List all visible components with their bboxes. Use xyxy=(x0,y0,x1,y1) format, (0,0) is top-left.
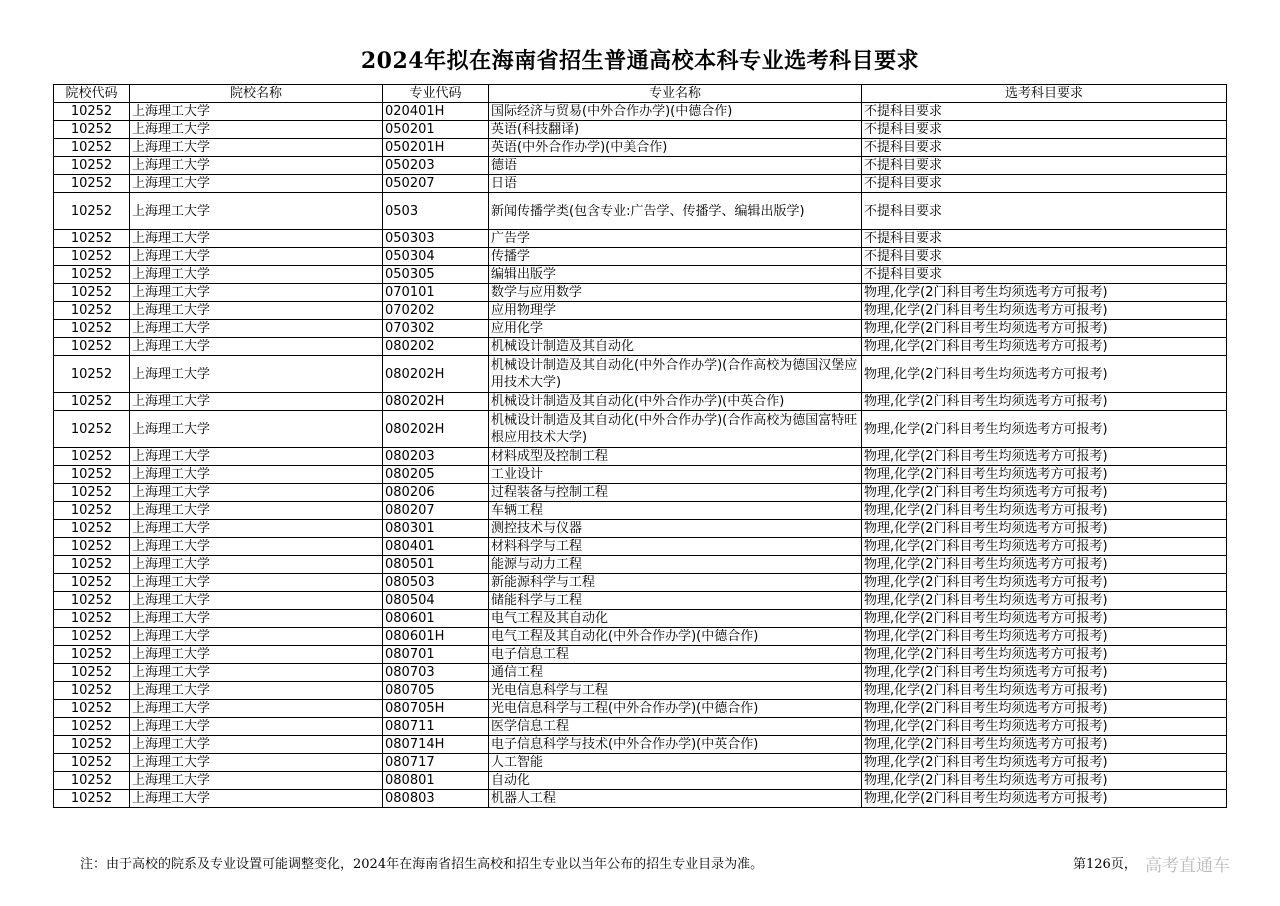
cell-major-name: 医学信息工程 xyxy=(489,718,862,736)
cell-requirement: 物理,化学(2门科目考生均须选考方可报考) xyxy=(862,736,1227,754)
cell-major-name: 过程装备与控制工程 xyxy=(489,484,862,502)
cell-school-name: 上海理工大学 xyxy=(130,356,383,393)
cell-major-name: 人工智能 xyxy=(489,754,862,772)
table-row xyxy=(54,320,1227,338)
cell-major-name: 数学与应用数学 xyxy=(489,284,862,302)
cell-school-code: 10252 xyxy=(54,556,130,574)
cell-school-code: 10252 xyxy=(54,320,130,338)
cell-requirement: 物理,化学(2门科目考生均须选考方可报考) xyxy=(862,338,1227,356)
cell-major-name: 电气工程及其自动化 xyxy=(489,610,862,628)
table-row xyxy=(54,502,1227,520)
cell-requirement: 物理,化学(2门科目考生均须选考方可报考) xyxy=(862,556,1227,574)
table-row xyxy=(54,356,1227,393)
cell-major-code: 070202 xyxy=(383,302,489,320)
header-major-name: 专业名称 xyxy=(489,85,862,103)
cell-school-name: 上海理工大学 xyxy=(130,790,383,808)
cell-school-code: 10252 xyxy=(54,302,130,320)
cell-major-code: 080601H xyxy=(383,628,489,646)
cell-school-code: 10252 xyxy=(54,646,130,664)
cell-school-code: 10252 xyxy=(54,411,130,448)
cell-major-code: 080503 xyxy=(383,574,489,592)
cell-requirement: 不提科目要求 xyxy=(862,121,1227,139)
footnote: 注：由于高校的院系及专业设置可能调整变化，2024年在海南省招生高校和招生专业以当年公布的招生专业目录为准。 xyxy=(80,857,764,872)
cell-school-name: 上海理工大学 xyxy=(130,574,383,592)
cell-requirement: 物理,化学(2门科目考生均须选考方可报考) xyxy=(862,484,1227,502)
table-row xyxy=(54,230,1227,248)
table-row xyxy=(54,556,1227,574)
cell-requirement: 物理,化学(2门科目考生均须选考方可报考) xyxy=(862,302,1227,320)
cell-school-code: 10252 xyxy=(54,502,130,520)
cell-requirement: 不提科目要求 xyxy=(862,175,1227,193)
cell-school-name: 上海理工大学 xyxy=(130,284,383,302)
header-major-code: 专业代码 xyxy=(383,85,489,103)
cell-major-name: 自动化 xyxy=(489,772,862,790)
cell-school-name: 上海理工大学 xyxy=(130,139,383,157)
table-row xyxy=(54,646,1227,664)
cell-school-name: 上海理工大学 xyxy=(130,175,383,193)
cell-school-code: 10252 xyxy=(54,230,130,248)
cell-requirement: 物理,化学(2门科目考生均须选考方可报考) xyxy=(862,520,1227,538)
cell-major-code: 080207 xyxy=(383,502,489,520)
cell-school-name: 上海理工大学 xyxy=(130,718,383,736)
cell-requirement: 物理,化学(2门科目考生均须选考方可报考) xyxy=(862,592,1227,610)
cell-major-name: 机械设计制造及其自动化(中外合作办学)(合作高校为德国汉堡应用技术大学) xyxy=(489,356,862,393)
cell-school-code: 10252 xyxy=(54,266,130,284)
cell-school-name: 上海理工大学 xyxy=(130,338,383,356)
cell-requirement: 物理,化学(2门科目考生均须选考方可报考) xyxy=(862,466,1227,484)
cell-school-code: 10252 xyxy=(54,284,130,302)
cell-major-name: 通信工程 xyxy=(489,664,862,682)
table-row xyxy=(54,411,1227,448)
cell-major-code: 050305 xyxy=(383,266,489,284)
table-row xyxy=(54,175,1227,193)
cell-major-name: 德语 xyxy=(489,157,862,175)
cell-major-code: 080202H xyxy=(383,393,489,411)
cell-school-name: 上海理工大学 xyxy=(130,230,383,248)
cell-major-name: 机械设计制造及其自动化(中外合作办学)(合作高校为德国富特旺根应用技术大学) xyxy=(489,411,862,448)
cell-school-code: 10252 xyxy=(54,592,130,610)
table-row xyxy=(54,284,1227,302)
cell-school-code: 10252 xyxy=(54,338,130,356)
table-row xyxy=(54,628,1227,646)
table-row xyxy=(54,139,1227,157)
cell-requirement: 物理,化学(2门科目考生均须选考方可报考) xyxy=(862,754,1227,772)
cell-requirement: 物理,化学(2门科目考生均须选考方可报考) xyxy=(862,700,1227,718)
cell-major-name: 光电信息科学与工程(中外合作办学)(中德合作) xyxy=(489,700,862,718)
cell-major-name: 国际经济与贸易(中外合作办学)(中德合作) xyxy=(489,103,862,121)
table-row xyxy=(54,736,1227,754)
table-row xyxy=(54,248,1227,266)
cell-requirement: 物理,化学(2门科目考生均须选考方可报考) xyxy=(862,538,1227,556)
cell-school-code: 10252 xyxy=(54,248,130,266)
cell-requirement: 物理,化学(2门科目考生均须选考方可报考) xyxy=(862,393,1227,411)
cell-requirement: 物理,化学(2门科目考生均须选考方可报考) xyxy=(862,682,1227,700)
cell-school-code: 10252 xyxy=(54,175,130,193)
table-row xyxy=(54,193,1227,230)
cell-major-code: 050303 xyxy=(383,230,489,248)
cell-major-code: 080601 xyxy=(383,610,489,628)
cell-requirement: 物理,化学(2门科目考生均须选考方可报考) xyxy=(862,610,1227,628)
watermark: 高考直通车 xyxy=(1145,856,1230,876)
cell-requirement: 物理,化学(2门科目考生均须选考方可报考) xyxy=(862,448,1227,466)
cell-school-name: 上海理工大学 xyxy=(130,393,383,411)
cell-major-code: 080206 xyxy=(383,484,489,502)
cell-school-code: 10252 xyxy=(54,157,130,175)
cell-school-code: 10252 xyxy=(54,718,130,736)
cell-school-name: 上海理工大学 xyxy=(130,121,383,139)
table-row xyxy=(54,682,1227,700)
cell-major-code: 080801 xyxy=(383,772,489,790)
cell-major-name: 光电信息科学与工程 xyxy=(489,682,862,700)
requirements-table xyxy=(53,84,1227,808)
cell-school-name: 上海理工大学 xyxy=(130,193,383,230)
cell-school-code: 10252 xyxy=(54,393,130,411)
cell-major-code: 080504 xyxy=(383,592,489,610)
cell-major-code: 080205 xyxy=(383,466,489,484)
cell-major-code: 070101 xyxy=(383,284,489,302)
cell-school-code: 10252 xyxy=(54,790,130,808)
cell-school-name: 上海理工大学 xyxy=(130,484,383,502)
cell-requirement: 物理,化学(2门科目考生均须选考方可报考) xyxy=(862,411,1227,448)
cell-major-code: 0503 xyxy=(383,193,489,230)
cell-requirement: 物理,化学(2门科目考生均须选考方可报考) xyxy=(862,502,1227,520)
cell-school-name: 上海理工大学 xyxy=(130,157,383,175)
cell-major-code: 050207 xyxy=(383,175,489,193)
cell-major-name: 新闻传播学类(包含专业:广告学、传播学、编辑出版学) xyxy=(489,193,862,230)
cell-major-name: 车辆工程 xyxy=(489,502,862,520)
cell-school-code: 10252 xyxy=(54,664,130,682)
cell-school-name: 上海理工大学 xyxy=(130,610,383,628)
cell-school-code: 10252 xyxy=(54,193,130,230)
cell-major-name: 电子信息科学与技术(中外合作办学)(中英合作) xyxy=(489,736,862,754)
cell-major-name: 广告学 xyxy=(489,230,862,248)
cell-major-code: 080705H xyxy=(383,700,489,718)
table-row xyxy=(54,448,1227,466)
cell-requirement: 物理,化学(2门科目考生均须选考方可报考) xyxy=(862,664,1227,682)
cell-school-name: 上海理工大学 xyxy=(130,736,383,754)
cell-school-name: 上海理工大学 xyxy=(130,248,383,266)
cell-requirement: 物理,化学(2门科目考生均须选考方可报考) xyxy=(862,718,1227,736)
cell-requirement: 物理,化学(2门科目考生均须选考方可报考) xyxy=(862,646,1227,664)
cell-school-code: 10252 xyxy=(54,700,130,718)
cell-major-code: 080501 xyxy=(383,556,489,574)
cell-major-code: 050304 xyxy=(383,248,489,266)
cell-major-name: 工业设计 xyxy=(489,466,862,484)
cell-major-name: 材料科学与工程 xyxy=(489,538,862,556)
table-body xyxy=(54,103,1227,808)
cell-school-code: 10252 xyxy=(54,574,130,592)
table-row xyxy=(54,664,1227,682)
cell-major-name: 机器人工程 xyxy=(489,790,862,808)
cell-major-name: 编辑出版学 xyxy=(489,266,862,284)
cell-school-name: 上海理工大学 xyxy=(130,411,383,448)
cell-requirement: 不提科目要求 xyxy=(862,230,1227,248)
table-row xyxy=(54,592,1227,610)
cell-requirement: 物理,化学(2门科目考生均须选考方可报考) xyxy=(862,356,1227,393)
table-row xyxy=(54,302,1227,320)
cell-requirement: 物理,化学(2门科目考生均须选考方可报考) xyxy=(862,574,1227,592)
cell-school-name: 上海理工大学 xyxy=(130,103,383,121)
table-row xyxy=(54,718,1227,736)
cell-requirement: 不提科目要求 xyxy=(862,266,1227,284)
cell-major-name: 英语(中外合作办学)(中美合作) xyxy=(489,139,862,157)
cell-major-code: 050201 xyxy=(383,121,489,139)
table-row xyxy=(54,266,1227,284)
cell-major-code: 080202H xyxy=(383,356,489,393)
cell-school-code: 10252 xyxy=(54,538,130,556)
cell-major-name: 电气工程及其自动化(中外合作办学)(中德合作) xyxy=(489,628,862,646)
cell-school-name: 上海理工大学 xyxy=(130,592,383,610)
cell-school-code: 10252 xyxy=(54,682,130,700)
table-row xyxy=(54,121,1227,139)
header-school-name: 院校名称 xyxy=(130,85,383,103)
cell-school-name: 上海理工大学 xyxy=(130,754,383,772)
cell-major-name: 能源与动力工程 xyxy=(489,556,862,574)
cell-school-code: 10252 xyxy=(54,121,130,139)
cell-school-name: 上海理工大学 xyxy=(130,266,383,284)
cell-requirement: 不提科目要求 xyxy=(862,139,1227,157)
cell-major-code: 080803 xyxy=(383,790,489,808)
cell-major-name: 材料成型及控制工程 xyxy=(489,448,862,466)
cell-requirement: 物理,化学(2门科目考生均须选考方可报考) xyxy=(862,320,1227,338)
cell-school-name: 上海理工大学 xyxy=(130,538,383,556)
cell-school-code: 10252 xyxy=(54,772,130,790)
cell-major-code: 050201H xyxy=(383,139,489,157)
cell-requirement: 不提科目要求 xyxy=(862,103,1227,121)
cell-school-code: 10252 xyxy=(54,356,130,393)
cell-major-code: 080705 xyxy=(383,682,489,700)
cell-major-name: 测控技术与仪器 xyxy=(489,520,862,538)
cell-school-name: 上海理工大学 xyxy=(130,700,383,718)
cell-school-code: 10252 xyxy=(54,754,130,772)
cell-major-name: 电子信息工程 xyxy=(489,646,862,664)
cell-school-code: 10252 xyxy=(54,736,130,754)
cell-major-code: 080714H xyxy=(383,736,489,754)
table-row xyxy=(54,520,1227,538)
cell-school-code: 10252 xyxy=(54,610,130,628)
table-row xyxy=(54,484,1227,502)
header-school-code: 院校代码 xyxy=(54,85,130,103)
table-row xyxy=(54,157,1227,175)
table-row xyxy=(54,700,1227,718)
cell-school-code: 10252 xyxy=(54,466,130,484)
cell-major-code: 080301 xyxy=(383,520,489,538)
cell-requirement: 不提科目要求 xyxy=(862,248,1227,266)
cell-school-name: 上海理工大学 xyxy=(130,646,383,664)
cell-major-name: 机械设计制造及其自动化 xyxy=(489,338,862,356)
cell-major-code: 080202H xyxy=(383,411,489,448)
cell-school-code: 10252 xyxy=(54,448,130,466)
cell-school-name: 上海理工大学 xyxy=(130,448,383,466)
cell-requirement: 不提科目要求 xyxy=(862,193,1227,230)
table-row xyxy=(54,103,1227,121)
cell-major-name: 英语(科技翻译) xyxy=(489,121,862,139)
page-number: 第126页， xyxy=(1073,857,1137,872)
cell-school-name: 上海理工大学 xyxy=(130,628,383,646)
cell-major-name: 日语 xyxy=(489,175,862,193)
cell-major-code: 080203 xyxy=(383,448,489,466)
table-row xyxy=(54,574,1227,592)
cell-major-name: 传播学 xyxy=(489,248,862,266)
cell-major-code: 070302 xyxy=(383,320,489,338)
table-row xyxy=(54,772,1227,790)
cell-major-code: 080703 xyxy=(383,664,489,682)
cell-school-code: 10252 xyxy=(54,139,130,157)
cell-major-name: 应用化学 xyxy=(489,320,862,338)
cell-major-name: 机械设计制造及其自动化(中外合作办学)(中英合作) xyxy=(489,393,862,411)
cell-school-name: 上海理工大学 xyxy=(130,772,383,790)
cell-school-code: 10252 xyxy=(54,628,130,646)
table-row xyxy=(54,790,1227,808)
table-row xyxy=(54,538,1227,556)
cell-major-code: 020401H xyxy=(383,103,489,121)
cell-school-name: 上海理工大学 xyxy=(130,302,383,320)
cell-requirement: 不提科目要求 xyxy=(862,157,1227,175)
cell-school-code: 10252 xyxy=(54,484,130,502)
cell-major-name: 应用物理学 xyxy=(489,302,862,320)
cell-major-name: 储能科学与工程 xyxy=(489,592,862,610)
cell-major-code: 080711 xyxy=(383,718,489,736)
cell-school-name: 上海理工大学 xyxy=(130,556,383,574)
cell-school-name: 上海理工大学 xyxy=(130,520,383,538)
cell-school-code: 10252 xyxy=(54,520,130,538)
cell-major-code: 050203 xyxy=(383,157,489,175)
cell-requirement: 物理,化学(2门科目考生均须选考方可报考) xyxy=(862,284,1227,302)
cell-requirement: 物理,化学(2门科目考生均须选考方可报考) xyxy=(862,772,1227,790)
header-requirement: 选考科目要求 xyxy=(862,85,1227,103)
table-row xyxy=(54,754,1227,772)
cell-school-name: 上海理工大学 xyxy=(130,320,383,338)
cell-major-name: 新能源科学与工程 xyxy=(489,574,862,592)
cell-school-name: 上海理工大学 xyxy=(130,466,383,484)
table-row xyxy=(54,393,1227,411)
cell-major-code: 080717 xyxy=(383,754,489,772)
cell-school-name: 上海理工大学 xyxy=(130,664,383,682)
table-header-row xyxy=(54,85,1227,103)
cell-major-code: 080401 xyxy=(383,538,489,556)
table-row xyxy=(54,338,1227,356)
cell-major-code: 080701 xyxy=(383,646,489,664)
cell-school-name: 上海理工大学 xyxy=(130,502,383,520)
page-title: 2024年拟在海南省招生普通高校本科专业选考科目要求 xyxy=(360,48,920,74)
table-row xyxy=(54,466,1227,484)
cell-requirement: 物理,化学(2门科目考生均须选考方可报考) xyxy=(862,628,1227,646)
cell-school-code: 10252 xyxy=(54,103,130,121)
cell-requirement: 物理,化学(2门科目考生均须选考方可报考) xyxy=(862,790,1227,808)
cell-school-name: 上海理工大学 xyxy=(130,682,383,700)
table-row xyxy=(54,610,1227,628)
cell-major-code: 080202 xyxy=(383,338,489,356)
